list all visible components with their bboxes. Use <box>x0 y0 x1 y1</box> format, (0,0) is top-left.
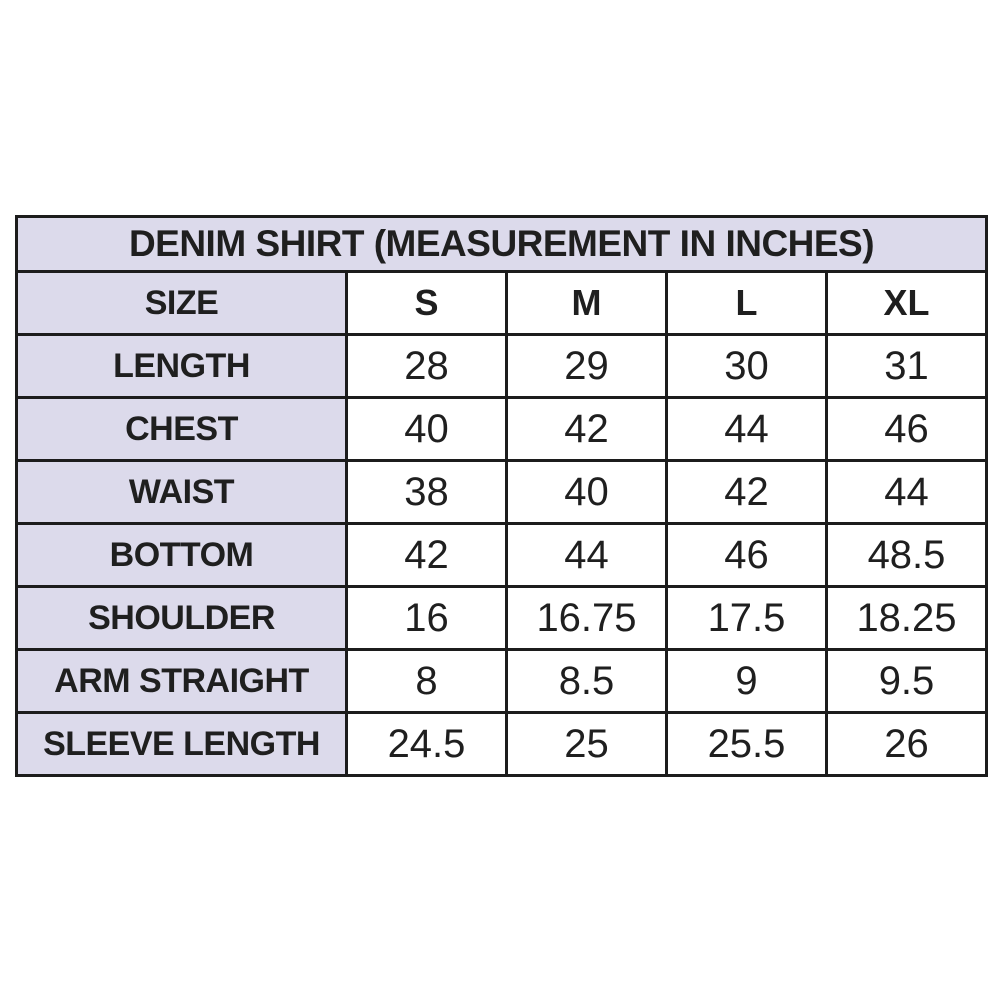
table-row-bottom <box>17 524 987 587</box>
value-cell: 25 <box>507 713 667 776</box>
table-row-waist <box>17 461 987 524</box>
row-label: BOTTOM <box>17 524 347 587</box>
value-cell: 28 <box>347 335 507 398</box>
value-cell: 40 <box>507 461 667 524</box>
row-label: SLEEVE LENGTH <box>17 713 347 776</box>
table-row-sleeve-length <box>17 713 987 776</box>
value-cell: 9 <box>667 650 827 713</box>
row-label: LENGTH <box>17 335 347 398</box>
value-cell: 8 <box>347 650 507 713</box>
value-cell: 44 <box>667 398 827 461</box>
value-cell: 9.5 <box>827 650 987 713</box>
value-cell: 44 <box>507 524 667 587</box>
value-cell: 24.5 <box>347 713 507 776</box>
row-label: SHOULDER <box>17 587 347 650</box>
table-row-length <box>17 335 987 398</box>
header-size-s: S <box>347 272 507 335</box>
value-cell: 16 <box>347 587 507 650</box>
size-chart-table <box>15 215 988 777</box>
value-cell: 26 <box>827 713 987 776</box>
header-size-label: SIZE <box>17 272 347 335</box>
row-label: CHEST <box>17 398 347 461</box>
value-cell: 18.25 <box>827 587 987 650</box>
row-label: WAIST <box>17 461 347 524</box>
row-label: ARM STRAIGHT <box>17 650 347 713</box>
header-size-xl: XL <box>827 272 987 335</box>
table-row-arm-straight <box>17 650 987 713</box>
table-title: DENIM SHIRT (MEASUREMENT IN INCHES) <box>17 217 987 272</box>
value-cell: 46 <box>667 524 827 587</box>
value-cell: 30 <box>667 335 827 398</box>
value-cell: 42 <box>667 461 827 524</box>
value-cell: 8.5 <box>507 650 667 713</box>
header-size-l: L <box>667 272 827 335</box>
value-cell: 38 <box>347 461 507 524</box>
value-cell: 40 <box>347 398 507 461</box>
value-cell: 16.75 <box>507 587 667 650</box>
value-cell: 17.5 <box>667 587 827 650</box>
table-row-chest <box>17 398 987 461</box>
value-cell: 42 <box>507 398 667 461</box>
value-cell: 29 <box>507 335 667 398</box>
value-cell: 25.5 <box>667 713 827 776</box>
header-size-m: M <box>507 272 667 335</box>
value-cell: 46 <box>827 398 987 461</box>
value-cell: 44 <box>827 461 987 524</box>
value-cell: 31 <box>827 335 987 398</box>
table-title-row <box>17 217 987 272</box>
value-cell: 42 <box>347 524 507 587</box>
value-cell: 48.5 <box>827 524 987 587</box>
table-row-shoulder <box>17 587 987 650</box>
table-header-row <box>17 272 987 335</box>
